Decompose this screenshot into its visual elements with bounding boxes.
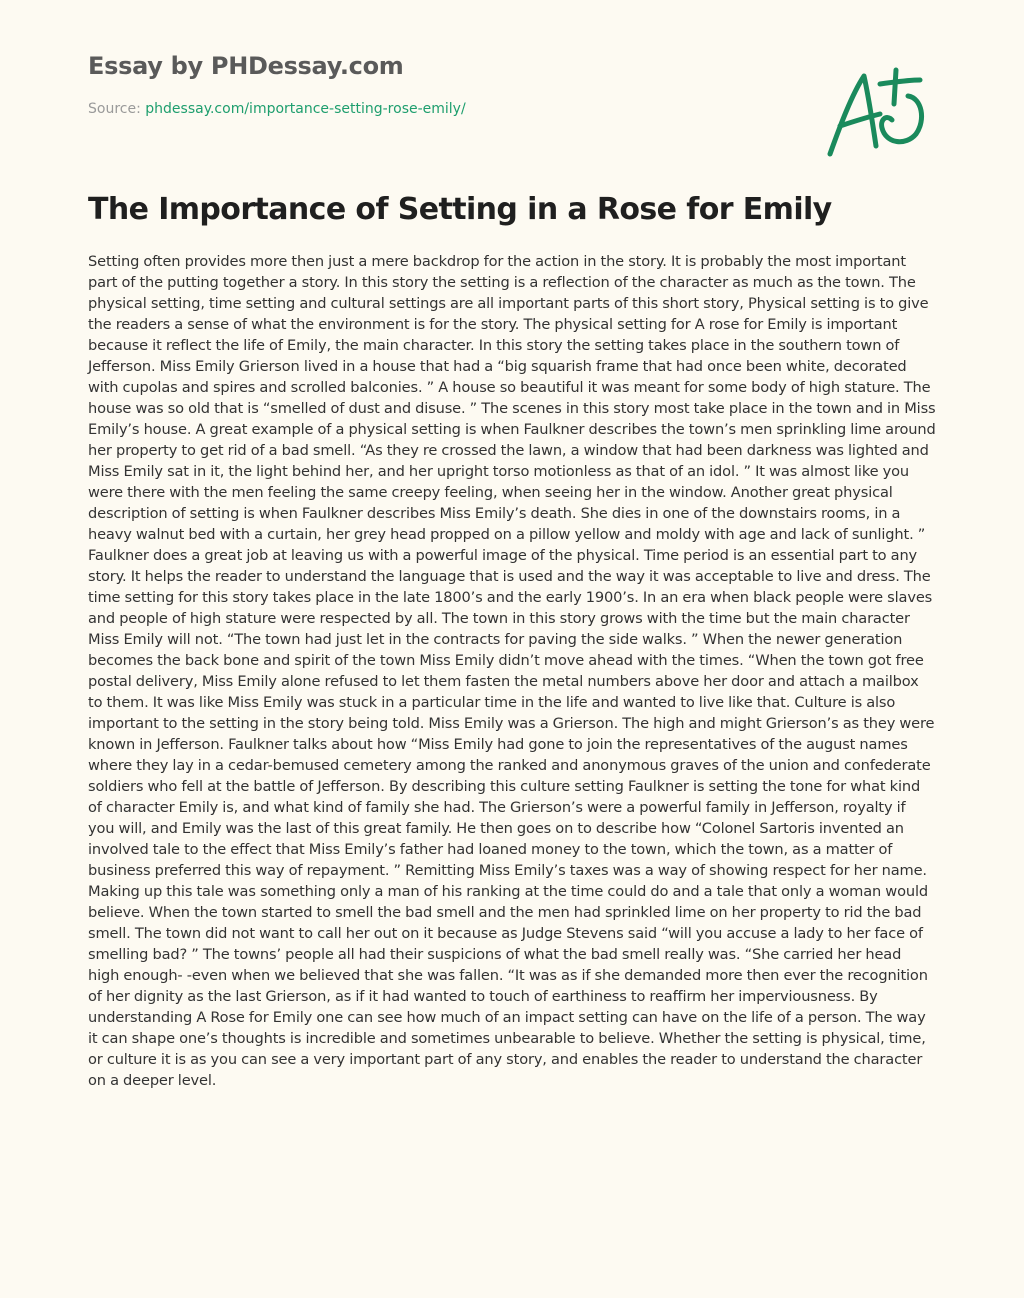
source-line (88, 100, 788, 118)
site-title: Essay by PHDessay.com (88, 52, 404, 80)
source-link[interactable]: phdessay.com/importance-setting-rose-emily/ (145, 101, 466, 117)
essay-title: The Importance of Setting in a Rose for Emily (88, 192, 832, 227)
source-label: Source: (88, 101, 146, 117)
a-plus-grade-icon (822, 64, 930, 160)
essay-body: Setting often provides more then just a mere backdrop for the action in the story. It is probably the most important part of the putting together a story. In this story the setting is a reflection of the character as much as the town. The physical setting, time setting and cultural settings are all important parts of this short story, Physical setting is to give the readers a sense of what the environment is for the story. The physical setting for A rose for Emily is important because it reflect the life of Emily, the main character. In this story the setting takes place in the southern town of Jefferson. Miss Emily Grierson lived in a house that had a “big squarish frame that had once been white, decorated with cupolas and spires and scrolled balconies. ” A house so beautiful it was meant for some body of high stature. The house was so old that is “smelled of dust and disuse. ” The scenes in this story most take place in the town and in Miss Emily’s house. A great example of a physical setting is when Faulkner describes the town’s men sprinkling lime around her property to get rid of a bad smell. “As they re crossed the lawn, a window that had been darkness was lighted and Miss Emily sat in it, the light behind her, and her upright torso motionless as that of an idol. ” It was almost like you were there with the men feeling the same creepy feeling, when seeing her in the window. Another great physical description of setting is when Faulkner describes Miss Emily’s death. She dies in one of the downstairs rooms, in a heavy walnut bed with a curtain, her grey head propped on a pillow yellow and moldy with age and lack of sunlight. ” Faulkner does a great job at leaving us with a powerful image of the physical. Time period is an essential part to any story. It helps the reader to understand the language that is used and the way it was acceptable to live and dress. The time setting for this story takes place in the late 1800’s and the early 1900’s. In an era when black people were slaves and people of high stature were respected by all. The town in this story grows with the time but the main character Miss Emily will not. “The town had just let in the contracts for paving the side walks. ” When the newer generation becomes the back bone and spirit of the town Miss Emily didn’t move ahead with the times. “When the town got free postal delivery, Miss Emily alone refused to let them fasten the metal numbers above her door and attach a mailbox to them. It was like Miss Emily was stuck in a particular time in the life and wanted to live like that. Culture is also important to the setting in the story being told. Miss Emily was a Grierson. The high and might Grierson’s as they were known in Jefferson. Faulkner talks about how “Miss Emily had gone to join the representatives of the august names where they lay in a cedar-bemused cemetery among the ranked and anonymous graves of the union and confederate soldiers who fell at the battle of Jefferson. By describing this culture setting Faulkner is setting the tone for what kind of character Emily is, and what kind of family she had. The Grierson’s were a powerful family in Jefferson, royalty if you will, and Emily was the last of this great family. He then goes on to describe how “Colonel Sartoris invented an involved tale to the effect that Miss Emily’s father had loaned money to the town, which the town, as a matter of business preferred this way of repayment. ” Remitting Miss Emily’s taxes was a way of showing respect for her name. Making up this tale was something only a man of his ranking at the time could do and a tale that only a woman would believe. When the town started to smell the bad smell and the men had sprinkled lime on her property to rid the bad smell. The town did not want to call her out on it because as Judge Stevens said “will you accuse a lady to her face of smelling bad? ” The towns’ people all had their suspicions of what the bad smell really was. “She carried her head high enough- -even when we believed that she was fallen. “It was as if she demanded more then ever the recognition of her dignity as the last Grierson, as if it had wanted to touch of earthiness to reaffirm her imperviousness. By understanding A Rose for Emily one can see how much of an impact setting can have on the life of a person. The way it can shape one’s thoughts is incredible and sometimes unbearable to believe. Whether the setting is physical, time, or culture it is as you can see a very important part of any story, and enables the reader to understand the character on a deeper level. (88, 253, 936, 1089)
page-header (88, 50, 788, 118)
